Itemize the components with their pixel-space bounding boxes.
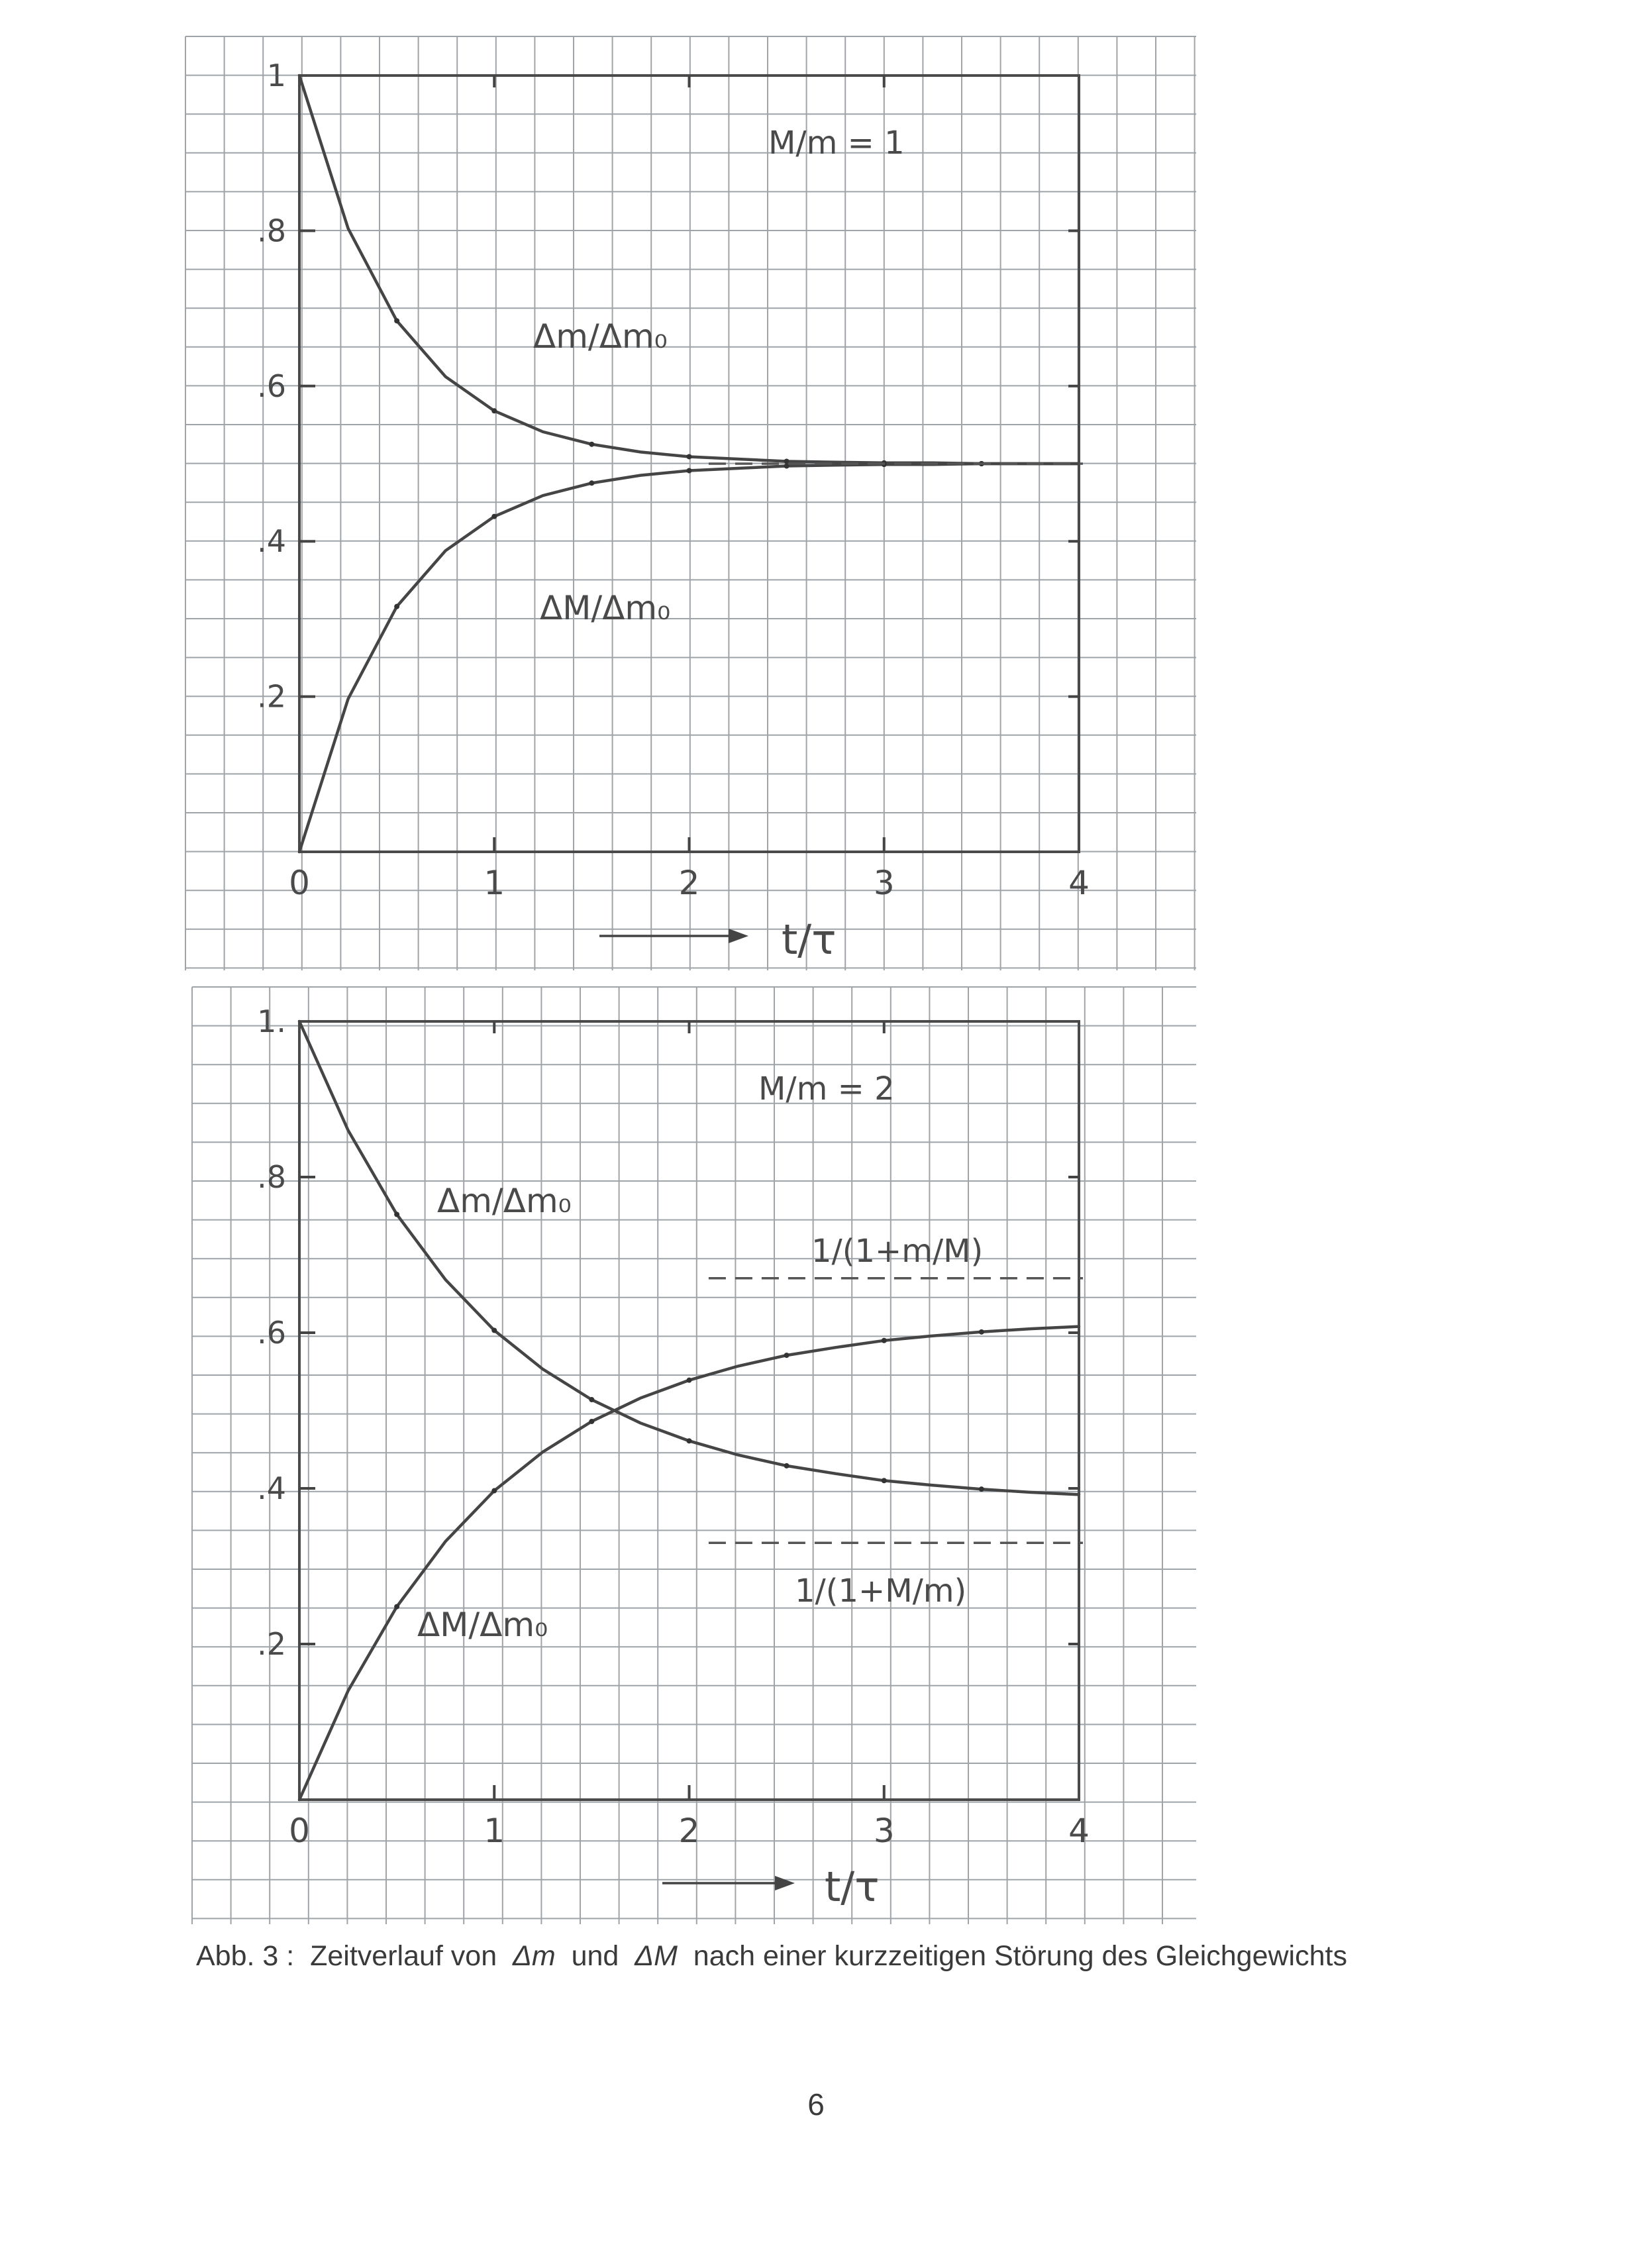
chart-bottom-series-2-point-6 — [589, 1419, 594, 1424]
chart-top-x-tick-label-1: 1 — [484, 864, 505, 902]
chart-top-series-1-point-4 — [491, 408, 497, 413]
chart-top-series-1-point-8 — [687, 454, 692, 459]
chart-top-y-tick-label-3: .4 — [257, 523, 286, 560]
chart-bottom-asymptote-lower-label: 1/(1+M/m) — [795, 1572, 967, 1610]
chart-bottom-x-axis-title: t/τ — [825, 1863, 880, 1911]
chart-top-series-2-label: ΔM/Δm₀ — [540, 589, 671, 627]
chart-top-x-axis-title: t/τ — [782, 915, 837, 964]
figure-caption — [196, 1935, 1454, 1977]
chart-top-x-arrow-head — [729, 929, 748, 943]
chart-top-series-1-point-6 — [589, 442, 594, 447]
chart-bottom-series-1-point-12 — [882, 1478, 887, 1483]
chart-bottom-series-1-point-2 — [394, 1211, 399, 1217]
chart-bottom-y-tick-label-1: .8 — [257, 1159, 286, 1195]
chart-bottom-series-2-point-8 — [687, 1378, 692, 1383]
chart-bottom-series-2-point-14 — [979, 1329, 984, 1335]
chart-bottom-series-1-label: Δm/Δm₀ — [437, 1182, 572, 1220]
chart-top-x-tick-label-2: 2 — [678, 864, 700, 902]
chart-bottom — [257, 1004, 1090, 1911]
chart-bottom-y-tick-label-0: 1. — [257, 1004, 286, 1039]
chart-top-series-1-point-2 — [394, 318, 399, 323]
chart-top-x-tick-labels — [289, 864, 1090, 902]
chart-bottom-y-tick-labels — [257, 1004, 286, 1662]
chart-top-series-2-point-8 — [687, 468, 692, 474]
chart-top-y-tick-label-0: 1 — [266, 58, 286, 93]
chart-bottom-series-2-point-10 — [784, 1353, 790, 1358]
caption-prefix: Abb. 3 : Zeitverlauf von — [196, 1940, 513, 1972]
chart-bottom-series-2-point-2 — [394, 1604, 399, 1610]
chart-bottom-y-tick-label-4: .2 — [257, 1626, 286, 1662]
chart-bottom-x-tick-labels — [289, 1812, 1090, 1850]
chart-top-y-tick-labels — [257, 58, 286, 715]
chart-bottom-x-tick-label-4: 4 — [1068, 1812, 1090, 1850]
chart-bottom-series-1-point-4 — [491, 1327, 497, 1333]
chart-bottom-series-1-point-10 — [784, 1463, 790, 1469]
chart-bottom-x-tick-label-2: 2 — [678, 1812, 700, 1850]
chart-bottom-ratio-annotation: M/m = 2 — [758, 1070, 895, 1108]
chart-top-y-tick-label-1: .8 — [257, 213, 286, 249]
chart-bottom-series-2-point-4 — [491, 1488, 497, 1494]
caption-suffix: nach einer kurzzeitigen Störung des Gleichgewichts — [677, 1940, 1347, 1972]
chart-bottom-series-2-line — [299, 1327, 1079, 1800]
chart-top-series-2-point-2 — [394, 604, 399, 609]
chart-top-series-2-point-4 — [491, 514, 497, 519]
chart-bottom-frame — [299, 1021, 1079, 1800]
page-number: 6 — [807, 2087, 825, 2122]
chart-bottom-x-tick-label-0: 0 — [289, 1812, 310, 1850]
caption-symbol-delta-m: Δm — [513, 1940, 556, 1972]
chart-bottom-x-arrow-head — [775, 1876, 795, 1890]
chart-bottom-x-tick-label-1: 1 — [484, 1812, 505, 1850]
caption-middle: und — [555, 1940, 635, 1972]
chart-top-series-2-point-6 — [589, 480, 594, 486]
chart-top — [257, 58, 1090, 964]
chart-bottom-ticks — [299, 1021, 1079, 1800]
chart-bottom-curves — [299, 1021, 1083, 1800]
chart-top-x-tick-label-4: 4 — [1068, 864, 1090, 902]
chart-top-ratio-annotation: M/m = 1 — [768, 125, 905, 162]
chart-top-y-tick-label-4: .2 — [257, 678, 286, 715]
chart-bottom-x-tick-label-3: 3 — [873, 1812, 895, 1850]
chart-bottom-y-tick-label-3: .4 — [257, 1470, 286, 1506]
graph-paper-grid — [185, 36, 1196, 1924]
chart-top-x-tick-label-0: 0 — [289, 864, 310, 902]
chart-top-y-tick-label-2: .6 — [257, 368, 286, 404]
chart-bottom-series-2-label: ΔM/Δm₀ — [417, 1606, 548, 1644]
chart-bottom-series-1-point-6 — [589, 1397, 594, 1402]
chart-bottom-series-1-point-8 — [687, 1438, 692, 1443]
chart-bottom-series-2-point-12 — [882, 1338, 887, 1343]
chart-top-x-tick-label-3: 3 — [873, 864, 895, 902]
chart-bottom-y-tick-label-2: .6 — [257, 1315, 286, 1351]
chart-bottom-series-1-point-14 — [979, 1486, 984, 1492]
caption-symbol-delta-M: ΔM — [635, 1940, 678, 1972]
chart-bottom-asymptote-upper-label: 1/(1+m/M) — [811, 1233, 984, 1270]
chart-top-series-1-label: Δm/Δm₀ — [533, 317, 668, 356]
